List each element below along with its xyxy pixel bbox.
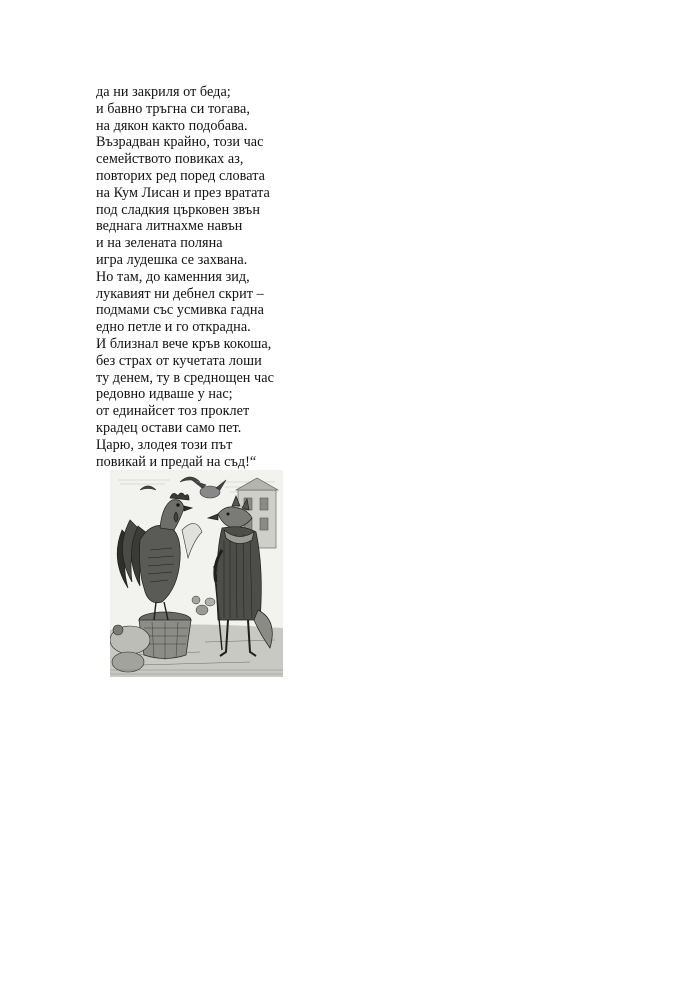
verse-line: И близнал вече кръв кокоша, [96, 335, 272, 352]
verse-line: без страх от кучетата лоши [96, 352, 262, 369]
verse-line: крадец остави само пет. [96, 419, 242, 436]
rooster-fox-engraving [110, 470, 283, 677]
verse-line: редовно идваше у нас; [96, 386, 233, 403]
verse-line: едно петле и го открадна. [96, 319, 251, 336]
verse-line: веднага литнахме навън [96, 218, 243, 235]
verse-line: и на зелената поляна [96, 235, 223, 252]
verse-line: Царю, злодея този път [96, 436, 233, 453]
verse-line: на Кум Лисан и през вратата [96, 184, 270, 201]
verse-line: Но там, до каменния зид, [96, 268, 250, 285]
verse-line: Възрадван крайно, този час [96, 134, 264, 151]
verse-line: семейството повиках аз, [96, 151, 244, 168]
verse-line: повторих ред поред словата [96, 167, 265, 184]
verse-line: лукавият ни дебнел скрит – [96, 285, 264, 302]
verse-line: повикай и предай на съд!“ [96, 453, 257, 470]
verse-line: на дякон както подобава. [96, 117, 248, 134]
verse-line: ту денем, ту в среднощен час [96, 369, 274, 386]
verse-line: да ни закриля от беда; [96, 84, 231, 100]
verse-block [96, 84, 396, 470]
verse-line: от единайсет тоз проклет [96, 403, 250, 420]
verse-line: игра лудешка се захвана. [96, 251, 248, 268]
verse-line: и бавно тръгна си тогава, [96, 100, 250, 117]
engraving-illustration [110, 470, 283, 677]
verse-line: подмами със усмивка гадна [96, 302, 264, 319]
verse-line: под сладкия църковен звън [96, 201, 260, 218]
